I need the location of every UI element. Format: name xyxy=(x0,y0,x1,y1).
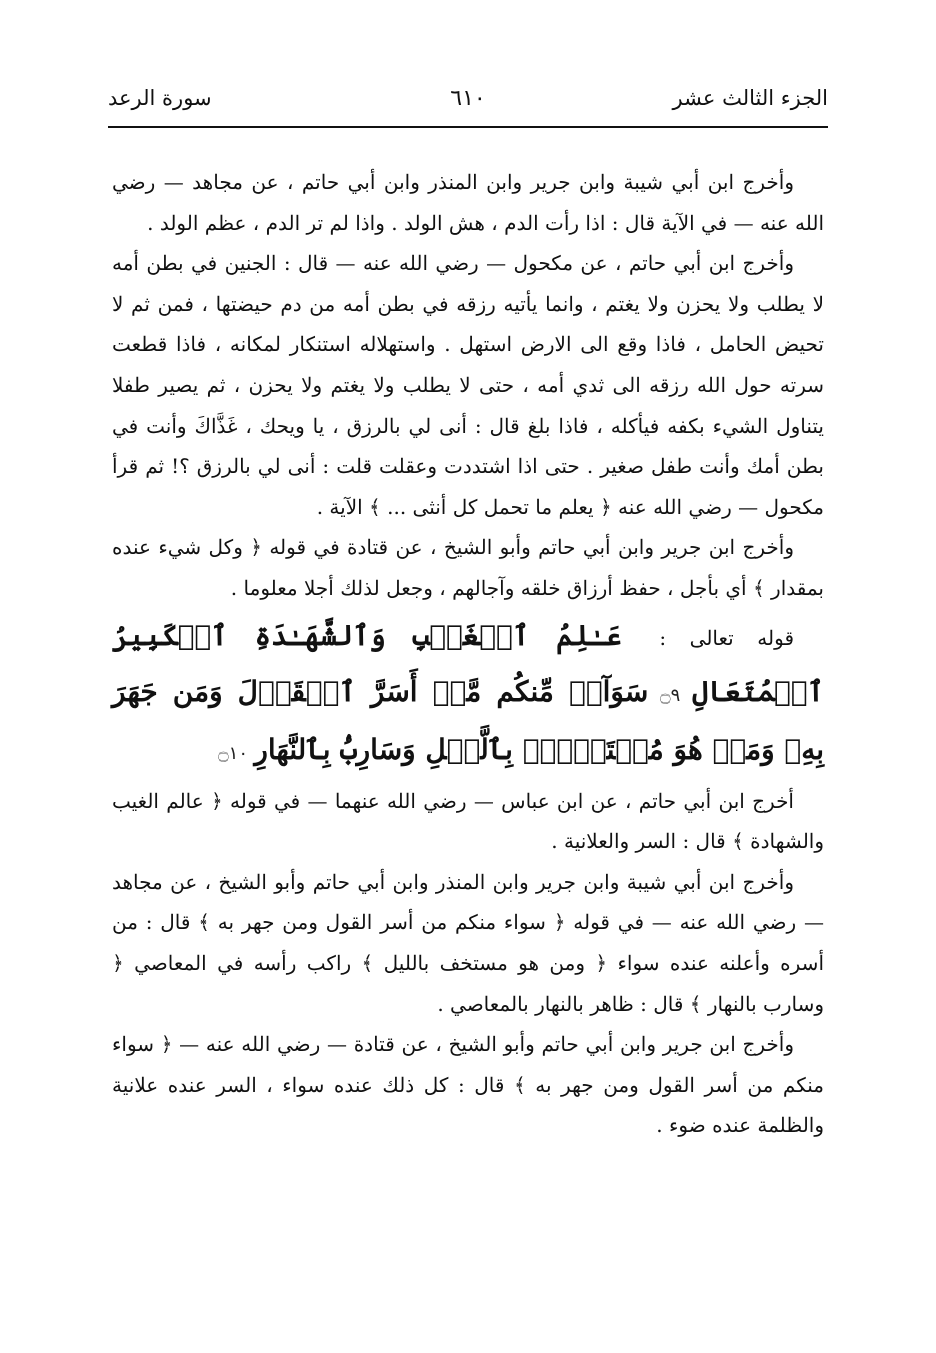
part-label: الجزء الثالث عشر xyxy=(672,86,828,110)
page-body xyxy=(112,162,824,1146)
paragraph: أخرج ابن أبي حاتم ، عن ابن عباس — رضي الله عنهما — في قوله ﴿ عالم الغيب والشهادة ﴾ قال : السر والعلانية . xyxy=(112,788,824,854)
running-header xyxy=(108,82,828,128)
verse-number-mark-icon: ۝١٠ xyxy=(218,742,248,764)
verse-text-2: سَوَآءٞ مِّنكُم مَّنۡ أَسَرَّ ٱلۡقَوۡلَ وَمَن جَهَرَ بِهِۦ وَمَنۡ هُوَ مُسۡتَخۡفِۭ بِٱلَّيۡلِ وَسَارِبُۢ بِٱلنَّهَارِ xyxy=(112,674,824,766)
paragraph: وأخرج ابن جرير وابن أبي حاتم وأبو الشيخ ، عن قتادة في قوله ﴿ وكل شيء عنده بمقدار ﴾ أي بأجل ، حفظ أرزاق خلقه وآجالهم ، وجعل لذلك أجلا معلوما . xyxy=(112,535,824,600)
surah-label: سورة الرعد xyxy=(108,86,212,110)
paragraph: وأخرج ابن أبي شيبة وابن جرير وابن المنذر وابن أبي حاتم وأبو الشيخ ، عن مجاهد — رضي الله عنه — في قوله ﴿ سواء منكم من أسر القول ومن جهر به ﴾ قال : من أسره وأعلنه عنده سواء ﴿ ومن هو مستخف بالليل ﴾ راكب رأسه في المعاصي ﴿ وسارب بالنهار ﴾ قال : ظاهر بالنهار بالمعاصي . xyxy=(112,869,824,1016)
paragraph: وأخرج ابن أبي حاتم ، عن مكحول — رضي الله عنه — قال : الجنين في بطن أمه لا يطلب ولا يحزن ولا يغتم ، وانما يأتيه رزقه في بطن أمه من دم حيضتها ، فمن ثم لا تحيض الحامل ، فاذا وقع الى الارض استهل . واستهلاله استنكار لمكانه ، فاذا قطعت سرته حول الله رزقه الى ثدي أمه ، حتى لا يطلب ولا يغتم ولا يحزن ، ثم يصير طفلا يتناول الشيء بكفه فيأكله ، فاذا بلغ قال : أنى لي بالرزق ، يا ويحك ، غَذَّاكَ وأنت في بطن أمك وأنت طفل صغير . حتى اذا اشتددت وعقلت قلت : أنى لي بالرزق ؟! ثم قرأ مكحول — رضي الله عنه ﴿ يعلم ما تحمل كل أنثى ... ﴾ الآية . xyxy=(112,251,824,519)
verse-intro: قوله تعالى : xyxy=(659,625,794,650)
verse-text-1: عَـٰلِمُ ٱلۡغَيۡبِ وَٱلشَّهَـٰدَةِ ٱلۡكَبِيرُ ٱلۡمُتَعَالِ xyxy=(112,618,824,708)
verse-number-mark-icon: ۝٩ xyxy=(660,684,681,706)
paragraph: وأخرج ابن أبي شيبة وابن جرير وابن المنذر وابن أبي حاتم ، عن مجاهد — رضي الله عنه — في الآية قال : اذا رأت الدم ، هش الولد . واذا لم تر الدم ، عظم الولد . xyxy=(112,170,824,235)
paragraph: وأخرج ابن جرير وابن أبي حاتم وأبو الشيخ ، عن قتادة — رضي الله عنه — ﴿ سواء منكم من أسر القول ومن جهر به ﴾ قال : كل ذلك عنده سواء ، السر عنده علانية والظلمة عنده ضوء . xyxy=(112,1032,824,1138)
page-number: ٦١٠ xyxy=(450,86,486,111)
quran-verse-block xyxy=(112,609,824,781)
